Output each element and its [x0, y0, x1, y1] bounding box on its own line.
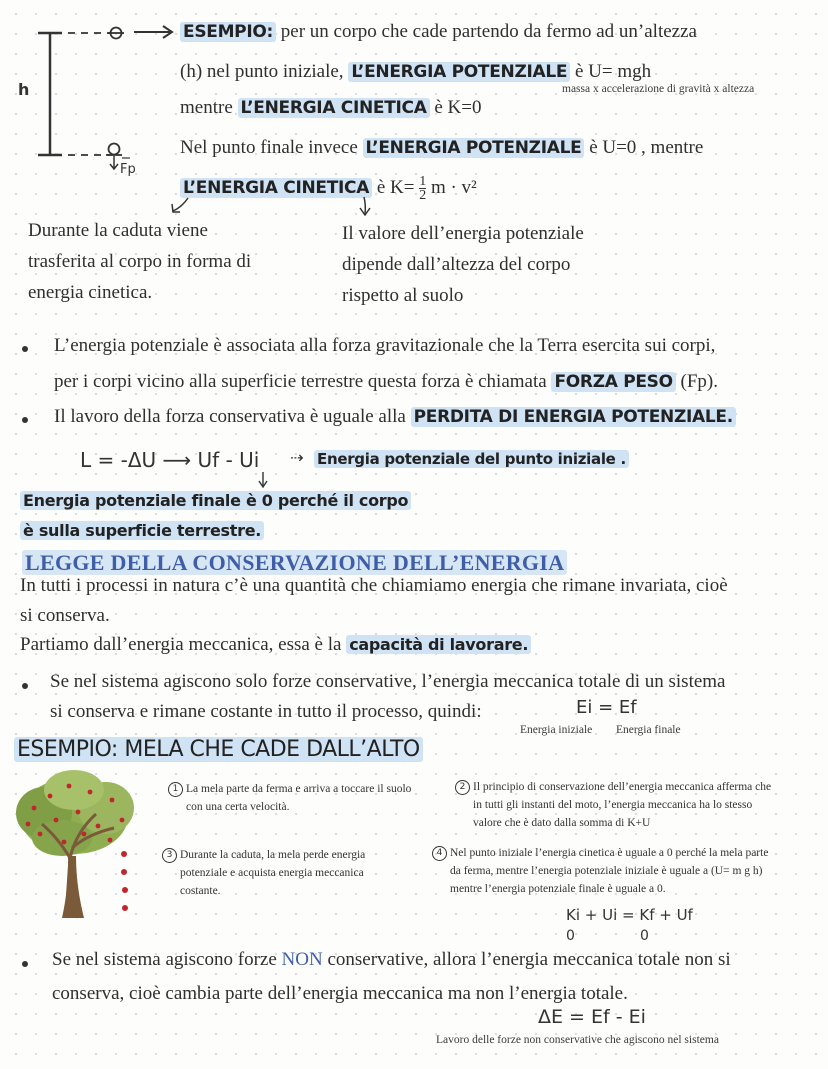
- forza-peso-term: FORZA PESO: [551, 372, 675, 392]
- example1-title: ESEMPIO:: [180, 22, 276, 42]
- note-left: Durante la caduta viene trasferita al corpo in forma di energia cinetica.: [28, 220, 252, 303]
- law-p2: Partiamo dall’energia meccanica, essa è la capacità di lavorare.: [20, 633, 531, 657]
- zero-label-2: 0: [640, 928, 649, 944]
- apple-tree-illustration: [14, 768, 136, 924]
- height-label: h: [18, 80, 30, 99]
- example2-note1: 1 La mela parte da ferma e arriva a toccare il suolo con una certa velocità.: [168, 780, 411, 816]
- step-number-4: 4: [432, 846, 447, 861]
- bullet1-line2: per i corpi vicino alla superficie terrestre questa forza è chiamata FORZA PESO (Fp).: [54, 371, 719, 392]
- bullet1-line1: L’energia potenziale è associata alla forza gravitazionale che la Terra esercita sui corpi,: [54, 335, 716, 356]
- bullet3-line2: si conserva e rimane costante in tutto il processo, quindi:: [50, 701, 482, 722]
- example2-title: ESEMPIO: MELA CHE CADE DALL’ALTO: [14, 737, 423, 762]
- example1-line1: ESEMPIO: per un corpo che cade partendo da fermo ad un’altezza: [180, 20, 697, 44]
- kinetic-energy-term: L’ENERGIA CINETICA: [238, 98, 430, 118]
- example1-line2: (h) nel punto iniziale, L’ENERGIA POTENZIALE è U= mgh: [180, 61, 652, 82]
- potential-energy-term-2: L’ENERGIA POTENZIALE: [363, 138, 585, 158]
- perdita-energia-term: PERDITA DI ENERGIA POTENZIALE.: [411, 407, 736, 427]
- dashed-arrow-icon: ⇢: [290, 448, 304, 467]
- eq-label-initial: Energia iniziale: [520, 724, 593, 736]
- example1-line3: mentre L’ENERGIA CINETICA è K=0: [180, 97, 482, 118]
- step-number-3: 3: [162, 848, 177, 863]
- law-p1-line2: si conserva.: [20, 605, 110, 626]
- section-title-law: LEGGE DELLA CONSERVAZIONE DELL’ENERGIA: [22, 550, 567, 576]
- example2-note3: 3 Durante la caduta, la mela perde energia potenziale e acquista energia meccanica costante.: [162, 846, 365, 900]
- step-number-2: 2: [455, 780, 470, 795]
- step-number-1: 1: [168, 782, 183, 797]
- note-right: Il valore dell’energia potenziale dipende dall’altezza del corpo rispetto al suolo: [342, 223, 584, 306]
- final-energy-note: Energia potenziale finale è 0 perché il corpo è sulla superficie terrestre.: [20, 486, 411, 546]
- falling-body-diagram: [10, 20, 150, 180]
- eq-label-final: Energia finale: [616, 724, 681, 736]
- bullet2: Il lavoro della forza conservativa è uguale alla PERDITA DI ENERGIA POTENZIALE.: [54, 405, 736, 429]
- arrow-down-icon: [356, 195, 374, 219]
- capacita-term: capacità di lavorare.: [346, 635, 531, 654]
- bullet-dot: [22, 346, 28, 352]
- mgh-note: massa x accelerazione di gravità x altezza: [562, 83, 755, 95]
- arrow-down-left-icon: [168, 195, 192, 217]
- formula1-label: Energia potenziale del punto iniziale .: [314, 450, 629, 468]
- example2-note2: 2 Il principio di conservazione dell’energia meccanica afferma che in tutti gli instanti del moto, l’energia meccanica ha lo stesso valore che è dato dalla somma di K+U: [455, 778, 771, 832]
- arrow-right-icon: [132, 24, 178, 40]
- law-p1-line1: In tutti i processi in natura c’è una quantità che chiamiamo energia che rimane invariata, cioè: [20, 575, 728, 596]
- bullet-dot: [22, 683, 28, 689]
- conservation-eq: Ei = Ef: [576, 697, 637, 718]
- kinetic-energy-term-2: L’ENERGIA CINETICA: [180, 178, 372, 198]
- energy-balance-eq: Ki + Ui = Kf + Uf: [566, 906, 693, 924]
- work-formula: L = -ΔU ⟶ Uf - Ui: [80, 448, 260, 472]
- delta-energy-eq: ΔE = Ef - Ei: [538, 1006, 646, 1028]
- force-weight-label: Fp: [120, 162, 136, 177]
- non-term: NON: [281, 949, 323, 970]
- bullet-dot: [22, 961, 28, 967]
- bullet4-line1: Se nel sistema agiscono forze NON conservative, allora l’energia meccanica totale non si: [52, 949, 731, 970]
- example1-line5: L’ENERGIA CINETICA è K= $\frac{1}{2}$ m · v²: [180, 175, 477, 202]
- zero-label-1: 0: [566, 928, 575, 944]
- bullet3-line1: Se nel sistema agiscono solo forze conservative, l’energia meccanica totale di un sistema: [50, 671, 726, 692]
- example1-line4: Nel punto finale invece L’ENERGIA POTENZIALE è U=0 , mentre: [180, 137, 704, 158]
- bullet-dot: [22, 417, 28, 423]
- delta-energy-label: Lavoro delle forze non conservative che agiscono nel sistema: [436, 1034, 719, 1046]
- bullet4-line2: conserva, cioè cambia parte dell’energia meccanica ma non l’energia totale.: [52, 983, 628, 1004]
- example2-note4: 4 Nel punto iniziale l’energia cinetica è uguale a 0 perché la mela parte da ferma, mentre l’energia potenziale iniziale è uguale a (U= m g h) mentre l’energia potenziale finale è uguale a 0.: [432, 844, 768, 898]
- potential-energy-term: L’ENERGIA POTENZIALE: [348, 62, 570, 82]
